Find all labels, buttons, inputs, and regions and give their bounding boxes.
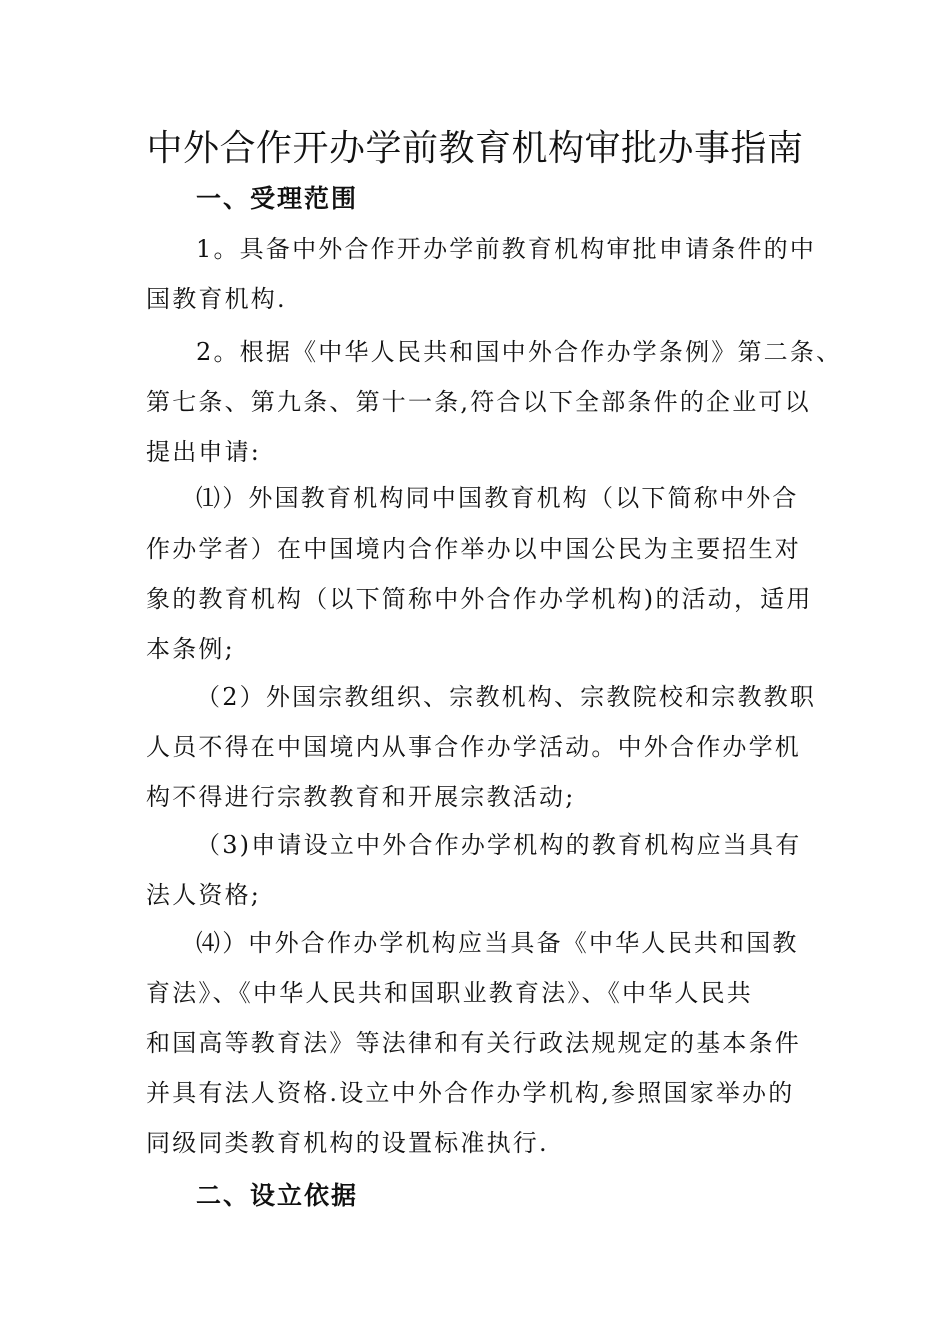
- paragraph-line: 2。根据《中华人民共和国中外合作办学条例》第二条、: [196, 338, 843, 366]
- section-heading-basis: 二、设立依据: [196, 1181, 359, 1210]
- document-title: 中外合作开办学前教育机构审批办事指南: [146, 128, 804, 169]
- paragraph-line: 象的教育机构（以下简称中外合作办学机构)的活动，适用: [146, 585, 813, 613]
- paragraph-line: 国教育机构.: [146, 285, 287, 313]
- paragraph-line: 和国高等教育法》等法律和有关行政法规规定的基本条件: [146, 1029, 801, 1057]
- paragraph-line: （3)申请设立中外合作办学机构的教育机构应当具有: [196, 831, 802, 859]
- paragraph-line: 并具有法人资格.设立中外合作办学机构,参照国家举办的: [146, 1079, 795, 1107]
- paragraph-line: 人员不得在中国境内从事合作办学活动。中外合作办学机: [146, 733, 801, 761]
- paragraph-line: 作办学者）在中国境内合作举办以中国公民为主要招生对: [146, 535, 801, 563]
- paragraph-line: 同级同类教育机构的设置标准执行.: [146, 1129, 549, 1157]
- paragraph-line: 本条例;: [146, 635, 235, 663]
- paragraph-line: ⑴）外国教育机构同中国教育机构（以下简称中外合: [196, 484, 799, 512]
- paragraph-line: 育法》、《中华人民共和国职业教育法》、《中华人民共: [146, 979, 753, 1007]
- paragraph-line: 提出申请:: [146, 438, 262, 466]
- section-heading-scope: 一、受理范围: [196, 184, 359, 213]
- paragraph-line: （2）外国宗教组织、宗教机构、宗教院校和宗教教职: [196, 683, 817, 711]
- paragraph-line: ⑷）中外合作办学机构应当具备《中华人民共和国教: [196, 929, 799, 957]
- paragraph-line: 构不得进行宗教教育和开展宗教活动;: [146, 783, 576, 811]
- paragraph-line: 第七条、第九条、第十一条,符合以下全部条件的企业可以: [146, 388, 811, 416]
- paragraph-line: 1。具备中外合作开办学前教育机构审批申请条件的中: [196, 235, 817, 263]
- paragraph-line: 法人资格;: [146, 881, 262, 909]
